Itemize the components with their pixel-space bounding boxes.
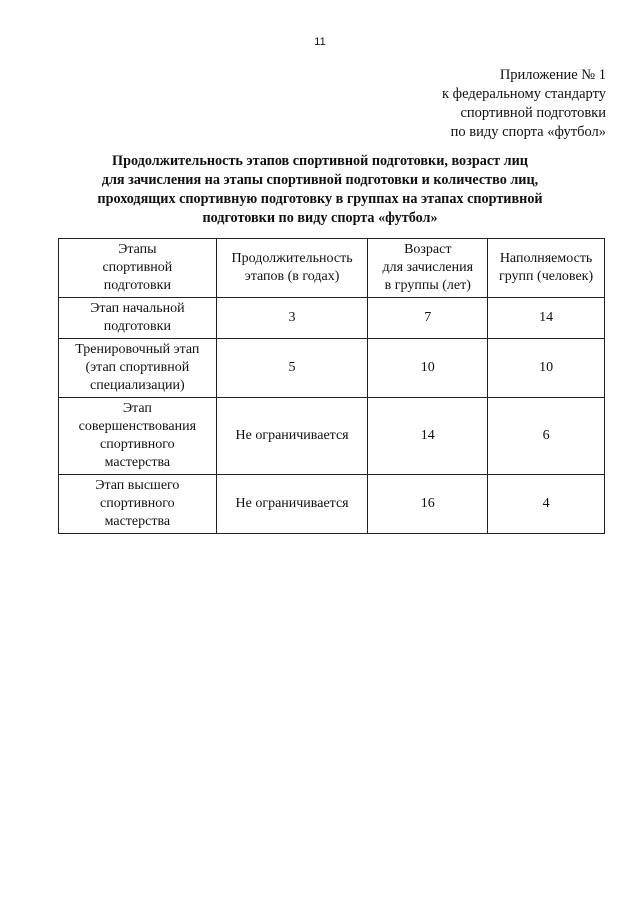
title-line: проходящих спортивную подготовку в группах на этапах спортивной (97, 191, 543, 207)
cell-stage (59, 475, 217, 534)
table-row (59, 339, 605, 398)
stage-line: мастерства (104, 455, 171, 470)
cell-group-size: 10 (488, 339, 605, 398)
title-line: подготовки по виду спорта «футбол» (202, 210, 438, 226)
stage-line: Этап начальной (90, 301, 185, 316)
header-line: спортивной (102, 260, 173, 275)
header-age (368, 239, 488, 298)
cell-group-size: 4 (488, 475, 605, 534)
table-row (59, 475, 605, 534)
header-line: подготовки (103, 278, 171, 293)
stage-line: (этап спортивной (85, 360, 190, 375)
cell-duration: 3 (216, 298, 368, 339)
header-line: в группы (лет) (384, 278, 471, 293)
appendix-line: к федеральному стандарту (442, 86, 606, 102)
appendix-line: спортивной подготовки (460, 105, 606, 121)
cell-duration: 5 (216, 339, 368, 398)
cell-age: 16 (368, 475, 488, 534)
cell-age: 10 (368, 339, 488, 398)
header-line: Наполняемость (499, 251, 593, 266)
cell-duration: Не ограничивается (216, 475, 368, 534)
stage-line: специализации) (90, 378, 185, 393)
stage-line: совершенствования (78, 419, 197, 434)
table-header-row (59, 239, 605, 298)
header-line: для зачисления (382, 260, 474, 275)
stage-line: спортивного (100, 437, 175, 452)
cell-age: 7 (368, 298, 488, 339)
header-duration (216, 239, 368, 298)
cell-group-size: 6 (488, 398, 605, 475)
training-stages-table (58, 238, 605, 534)
header-line: групп (человек) (498, 269, 594, 284)
stage-line: Этап (122, 401, 152, 416)
stage-line: Тренировочный этап (75, 342, 200, 357)
appendix-note (442, 66, 606, 142)
appendix-line: по виду спорта «футбол» (450, 124, 606, 140)
header-stage (59, 239, 217, 298)
cell-stage (59, 298, 217, 339)
table-row (59, 398, 605, 475)
header-line: Этапы (118, 242, 157, 257)
cell-stage (59, 339, 217, 398)
header-line: этапов (в годах) (244, 269, 340, 284)
appendix-line: Приложение № 1 (499, 67, 606, 83)
title-line: для зачисления на этапы спортивной подготовки и количество лиц, (101, 172, 539, 188)
header-line: Возраст (404, 242, 452, 257)
document-title (60, 152, 580, 228)
cell-age: 14 (368, 398, 488, 475)
page-number: 11 (314, 36, 326, 48)
stage-line: спортивного (100, 496, 175, 511)
header-line: Продолжительность (231, 251, 353, 266)
header-group-size (488, 239, 605, 298)
stage-line: Этап высшего (95, 478, 180, 493)
table-row (59, 298, 605, 339)
cell-group-size: 14 (488, 298, 605, 339)
cell-stage (59, 398, 217, 475)
title-line: Продолжительность этапов спортивной подготовки, возраст лиц (112, 153, 528, 169)
stage-line: мастерства (104, 514, 171, 529)
stage-line: подготовки (103, 319, 171, 334)
cell-duration: Не ограничивается (216, 398, 368, 475)
